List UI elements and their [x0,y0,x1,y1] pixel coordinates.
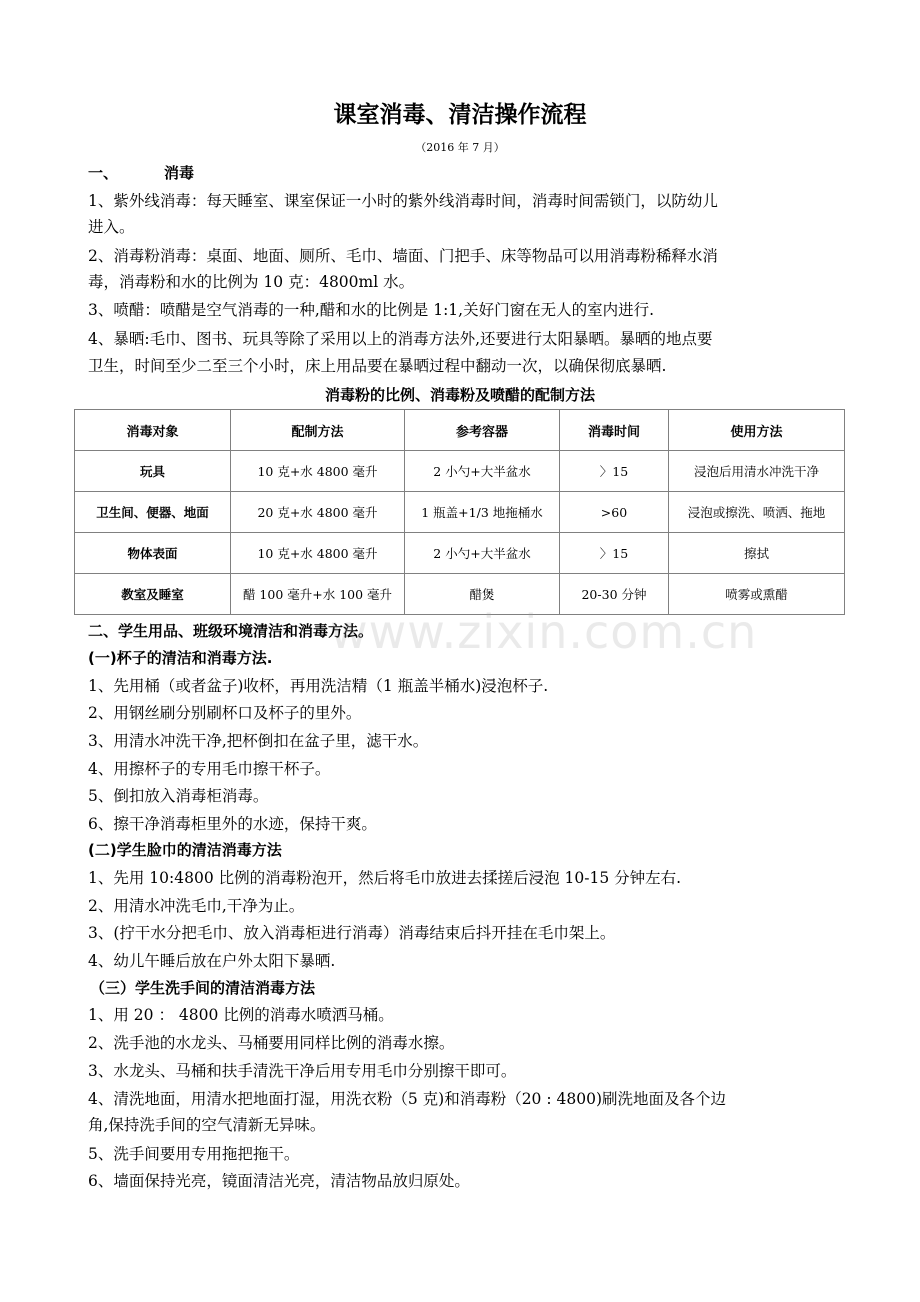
paragraph-line: 2、洗手池的水龙头、马桶要用同样比例的消毒水擦。 [88,1034,455,1052]
column-header: 消毒时间 [560,410,669,451]
section1-heading [88,160,836,186]
document-title: 课室消毒、清洁操作流程 [333,102,587,128]
paragraph-line: 4、清洗地面，用清水把地面打湿，用洗衣粉（5 克)和消毒粉（20 : 4800)刷洗地面及各个边 [88,1090,726,1108]
paragraph-line: 1、先用 10:4800 比例的消毒粉泡开，然后将毛巾放进去揉搓后浸泡 10-15 分钟左右. [88,869,682,887]
table-cell: 10 克+水 4800 毫升 [231,533,405,574]
column-header: 参考容器 [405,410,560,451]
paragraph-line: 角,保持洗手间的空气清新无异味。 [88,1116,326,1134]
column-header: 消毒对象 [75,410,231,451]
section2-heading: 二、学生用品、班级环境清洁和消毒方法。 [88,622,374,640]
paragraph-line: 1、先用桶（或者盆子)收杯，再用洗洁精（1 瓶盖半桶水)浸泡杯子. [88,677,549,695]
paragraph-line: 5、洗手间要用专用拖把拖干。 [88,1145,300,1163]
table-cell: 教室及睡室 [75,574,231,615]
paragraph-line: 4、幼儿午睡后放在户外太阳下暴晒. [88,952,336,970]
paragraph-line: 进入。 [88,218,135,236]
paragraph-line: 4、用擦杯子的专用毛巾擦干杯子。 [88,760,331,778]
table-cell: 醋 100 毫升+水 100 毫升 [231,574,405,615]
subsection-heading-towels: (二)学生脸巾的清洁消毒方法 [88,841,282,859]
paragraph-line: 3、喷醋：喷醋是空气消毒的一种,醋和水的比例是 1:1,关好门窗在无人的室内进行. [88,301,655,319]
table-cell: 擦拭 [669,533,845,574]
table-cell: 20-30 分钟 [560,574,669,615]
table-row [75,492,845,533]
table-cell: 2 小勺+大半盆水 [405,533,560,574]
table-cell: 20 克+水 4800 毫升 [231,492,405,533]
paragraph-line: 6、墙面保持光亮，镜面清洁光亮，清洁物品放归原处。 [88,1172,470,1190]
paragraph-line: 2、用钢丝刷分别刷杯口及杯子的里外。 [88,704,362,722]
paragraph-line: 2、用清水冲洗毛巾,干净为止。 [88,897,305,915]
table-row [75,451,845,492]
paragraph-line: 1、紫外线消毒：每天睡室、课室保证一小时的紫外线消毒时间，消毒时间需锁门，以防幼儿 [88,192,718,210]
table-cell: 物体表面 [75,533,231,574]
document-date: （2016 年 7 月） [415,141,505,154]
section1-heading-number: 一、 [88,164,119,182]
table-cell: 喷雾或熏醋 [669,574,845,615]
table-cell: 浸泡后用清水冲洗干净 [669,451,845,492]
table-cell: 2 小勺+大半盆水 [405,451,560,492]
subsection-heading-restroom: （三）学生洗手间的清洁消毒方法 [90,979,316,997]
table-cell: 醋煲 [405,574,560,615]
paragraph-line: 3、用清水冲洗干净,把杯倒扣在盆子里，滤干水。 [88,732,429,750]
disinfection-table [74,409,845,615]
paragraph-line: 6、擦干净消毒柜里外的水迹，保持干爽。 [88,815,377,833]
paragraph-line: 3、(拧干水分把毛巾、放入消毒柜进行消毒）消毒结束后抖开挂在毛巾架上。 [88,924,616,942]
table-cell: 〉15 [560,533,669,574]
table-cell: 卫生间、便器、地面 [75,492,231,533]
paragraph-line: 卫生，时间至少二至三个小时，床上用品要在暴晒过程中翻动一次，以确保彻底暴晒. [88,357,667,375]
table-caption: 消毒粉的比例、消毒粉及喷醋的配制方法 [324,386,595,404]
table-cell: 浸泡或擦洗、喷洒、拖地 [669,492,845,533]
column-header: 配制方法 [231,410,405,451]
table-cell: 10 克+水 4800 毫升 [231,451,405,492]
table-cell: >60 [560,492,669,533]
column-header: 使用方法 [669,410,845,451]
paragraph-line: 2、消毒粉消毒：桌面、地面、厕所、毛巾、墙面、门把手、床等物品可以用消毒粉稀释水消 [88,247,718,265]
table-row [75,533,845,574]
paragraph-line: 毒，消毒粉和水的比例为 10 克：4800ml 水。 [88,273,415,291]
paragraph-line: 5、倒扣放入消毒柜消毒。 [88,787,269,805]
paragraph-line: 1、用 20 ： 4800 比例的消毒水喷洒马桶。 [88,1006,394,1024]
section1-heading-text: 消毒 [164,164,195,182]
paragraph-line: 3、水龙头、马桶和扶手清洗干净后用专用毛巾分别擦干即可。 [88,1062,517,1080]
subsection-heading-cups: (一)杯子的清洁和消毒方法. [88,649,273,667]
table-cell: 1 瓶盖+1/3 地拖桶水 [405,492,560,533]
table-header-row [75,410,845,451]
paragraph-line: 4、暴晒:毛巾、图书、玩具等除了采用以上的消毒方法外,还要进行太阳暴晒。暴晒的地点要 [88,330,713,348]
table-cell: 玩具 [75,451,231,492]
table-cell: 〉15 [560,451,669,492]
watermark-text: www.zixin.com.cn [330,605,758,659]
